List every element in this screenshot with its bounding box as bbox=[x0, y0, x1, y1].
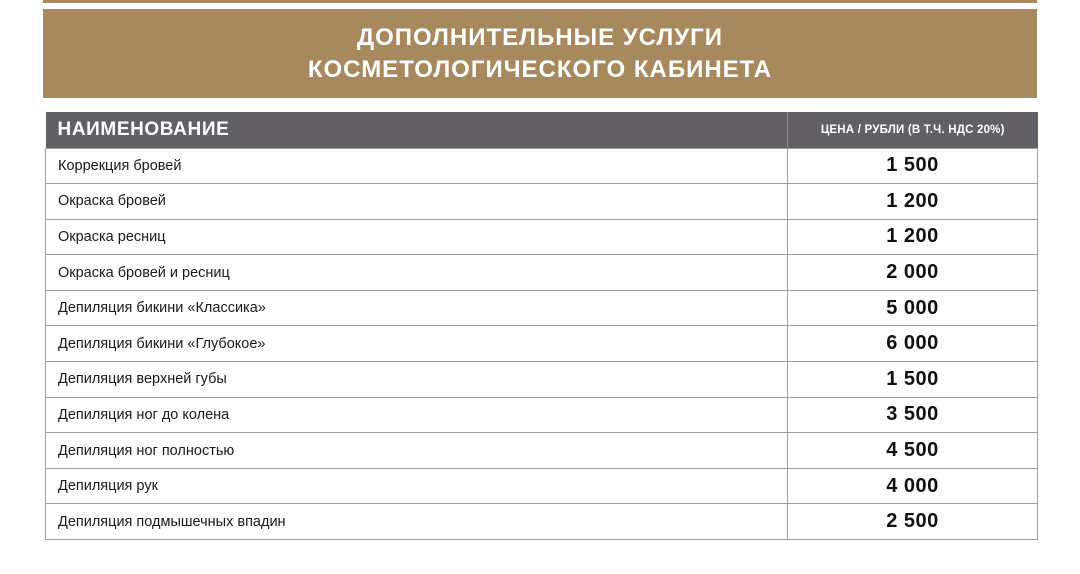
table-row bbox=[46, 255, 1038, 291]
service-name: Депиляция подмышечных впадин bbox=[46, 504, 788, 540]
table-row bbox=[46, 184, 1038, 220]
service-price: 2 000 bbox=[788, 255, 1038, 291]
service-name: Депиляция ног полностью bbox=[46, 433, 788, 469]
table-row bbox=[46, 219, 1038, 255]
service-price: 1 500 bbox=[788, 148, 1038, 184]
column-header-name: НАИМЕНОВАНИЕ bbox=[46, 112, 788, 148]
service-name: Окраска бровей bbox=[46, 184, 788, 220]
table-row bbox=[46, 397, 1038, 433]
service-name: Депиляция рук bbox=[46, 468, 788, 504]
service-name: Коррекция бровей bbox=[46, 148, 788, 184]
service-name: Окраска бровей и ресниц bbox=[46, 255, 788, 291]
column-header-price: ЦЕНА / РУБЛИ (В Т.Ч. НДС 20%) bbox=[788, 112, 1038, 148]
service-name: Депиляция ног до колена bbox=[46, 397, 788, 433]
page-title-line-1: ДОПОЛНИТЕЛЬНЫЕ УСЛУГИ bbox=[356, 23, 724, 51]
service-name: Депиляция верхней губы bbox=[46, 362, 788, 398]
table-row bbox=[46, 433, 1038, 469]
table-row bbox=[46, 290, 1038, 326]
price-table bbox=[45, 112, 1038, 540]
service-price: 6 000 bbox=[788, 326, 1038, 362]
service-price: 3 500 bbox=[788, 397, 1038, 433]
table-row bbox=[46, 148, 1038, 184]
service-price: 5 000 bbox=[788, 290, 1038, 326]
service-price: 1 200 bbox=[788, 184, 1038, 220]
service-price: 1 500 bbox=[788, 362, 1038, 398]
table-header-row bbox=[46, 112, 1038, 148]
top-accent-strip bbox=[43, 0, 1037, 3]
service-price: 4 000 bbox=[788, 468, 1038, 504]
table-row bbox=[46, 504, 1038, 540]
page-title-line-2: КОСМЕТОЛОГИЧЕСКОГО КАБИНЕТА bbox=[307, 55, 773, 83]
table-row bbox=[46, 326, 1038, 362]
service-name: Депиляция бикини «Глубокое» bbox=[46, 326, 788, 362]
table-row bbox=[46, 362, 1038, 398]
table-row bbox=[46, 468, 1038, 504]
page-title bbox=[43, 9, 1037, 98]
service-name: Депиляция бикини «Классика» bbox=[46, 290, 788, 326]
price-table-body bbox=[46, 148, 1038, 540]
service-name: Окраска ресниц bbox=[46, 219, 788, 255]
service-price: 1 200 bbox=[788, 219, 1038, 255]
service-price: 4 500 bbox=[788, 433, 1038, 469]
service-price: 2 500 bbox=[788, 504, 1038, 540]
